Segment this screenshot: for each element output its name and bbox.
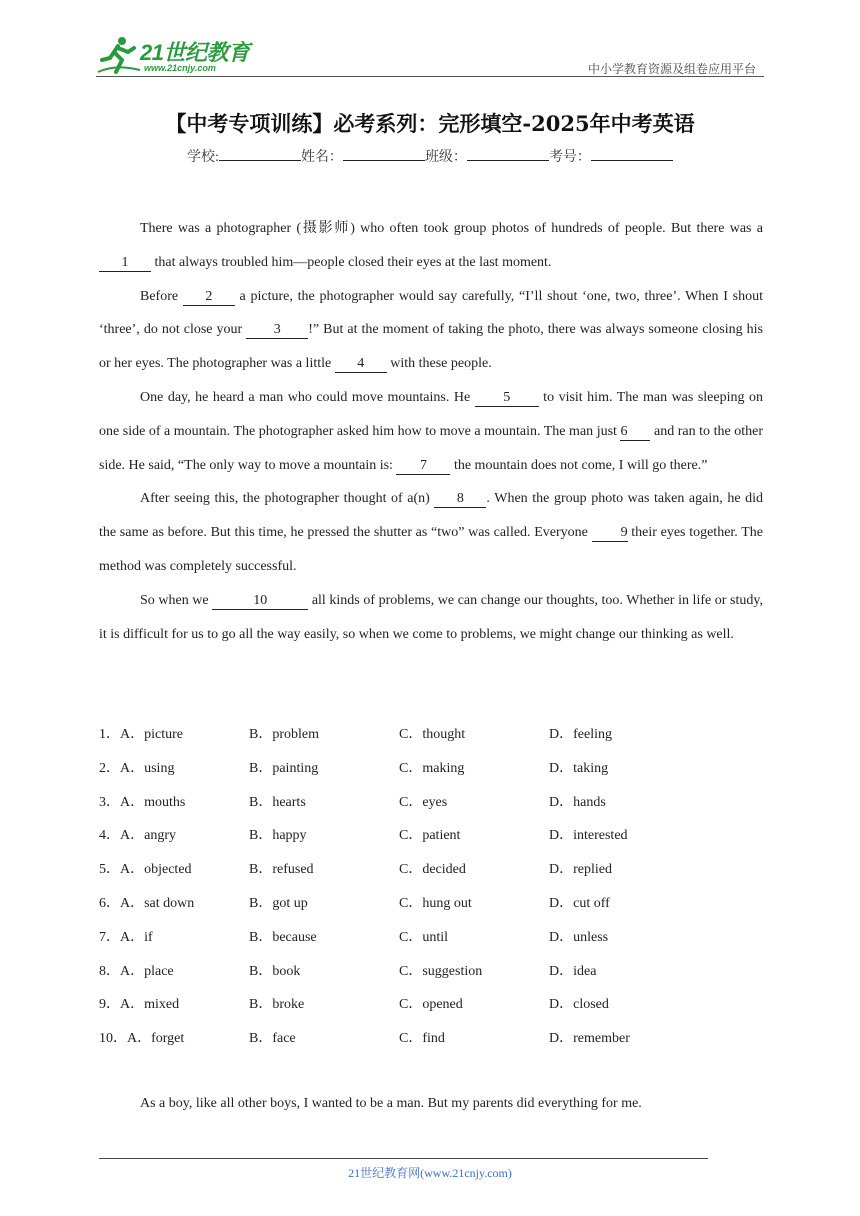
page-title: 【中考专项训练】必考系列：完形填空-2025年中考英语	[165, 111, 695, 136]
paragraph-4: After seeing this, the photographer thought of a(n) 8 . When the group photo was taken again, he did the same as before. But this time, he pressed the shutter as “two” was called. Everyone 9 their eyes together. The method was completely successful.	[99, 491, 763, 574]
option-d[interactable]: D．cut off	[549, 895, 610, 911]
footer-link[interactable]: 21世纪教育网(www.21cnjy.com)	[348, 1166, 512, 1180]
option-c[interactable]: C．patient	[399, 828, 461, 844]
name-label: 姓名：	[300, 150, 343, 165]
cloze-passage	[99, 212, 763, 651]
option-a[interactable]: 7．A．if	[99, 929, 153, 945]
option-c[interactable]: C．eyes	[399, 794, 448, 810]
header-divider	[96, 76, 764, 77]
option-c[interactable]: C．until	[399, 929, 449, 945]
answer-options	[99, 718, 763, 1056]
paragraph-5: So when we 10 all kinds of problems, we can change our thoughts, too. Whether in life or study, it is difficult for us to go all the way easily, so when we come to problems, we might change our thinking as well.	[99, 592, 763, 642]
option-b[interactable]: B．face	[249, 1031, 296, 1047]
blank-6[interactable]: 6	[620, 424, 650, 441]
blank-3[interactable]: 3	[246, 322, 308, 339]
option-a[interactable]: 3．A．mouths	[99, 794, 186, 810]
option-d[interactable]: D．remember	[549, 1031, 630, 1047]
option-c[interactable]: C．opened	[399, 997, 463, 1013]
footer-divider	[99, 1158, 708, 1159]
option-a[interactable]: 1．A．picture	[99, 727, 183, 742]
option-d[interactable]: D．closed	[549, 997, 609, 1013]
page-header	[96, 34, 764, 78]
question-6-options	[99, 887, 763, 921]
option-d[interactable]: D．interested	[549, 828, 628, 844]
runner-logo-icon	[96, 34, 142, 78]
option-d[interactable]: D．idea	[549, 963, 597, 979]
blank-2[interactable]: 2	[183, 289, 235, 306]
platform-name: 中小学教育资源及组卷应用平台	[587, 62, 756, 76]
option-c[interactable]: C．thought	[399, 727, 466, 742]
paragraph-3: One day, he heard a man who could move mountains. He 5 to visit him. The man was sleeping on one side of a mountain. The photographer asked him how to move a mountain. The man just 6 and ran to the other side. He said, “The only way to move a mountain is: 7 the mountain does not come, I will go there.”	[99, 389, 763, 473]
class-blank[interactable]	[467, 146, 549, 161]
option-c[interactable]: C．hung out	[399, 895, 472, 911]
paragraph-2: Before 2 a picture, the photographer would say carefully, “I’ll shout ‘one, two, three’. When I shout ‘three’, do not close your 3 !” But at the moment of taking the photo, there was always someone closing his or her eyes. The photographer was a little 4 with these people.	[99, 288, 763, 372]
option-b[interactable]: B．hearts	[249, 794, 306, 810]
option-d[interactable]: D．hands	[549, 794, 606, 810]
option-d[interactable]: D．unless	[549, 929, 609, 945]
option-b[interactable]: B．refused	[249, 862, 314, 878]
question-1-options	[99, 718, 763, 752]
paragraph-1: There was a photographer (摄影师) who often took group photos of hundreds of people. But there was a 1 that always troubled him—people closed their eyes at the last moment.	[99, 212, 763, 280]
option-a[interactable]: 6．A．sat down	[99, 895, 195, 911]
option-a[interactable]: 4．A．angry	[99, 828, 176, 844]
option-a[interactable]: 2．A．using	[99, 760, 175, 776]
name-blank[interactable]	[343, 146, 425, 161]
question-4-options	[99, 819, 763, 853]
option-c[interactable]: C．decided	[399, 862, 466, 878]
question-2-options	[99, 752, 763, 786]
option-b[interactable]: B．got up	[249, 895, 308, 911]
option-b[interactable]: B．because	[249, 929, 317, 945]
option-b[interactable]: B．book	[249, 963, 301, 979]
blank-9[interactable]: 9	[592, 525, 628, 542]
question-5-options	[99, 853, 763, 887]
question-3-options	[99, 786, 763, 820]
blank-10[interactable]: 10	[212, 593, 308, 610]
option-c[interactable]: C．find	[399, 1031, 445, 1047]
logo-brand: 21世纪教育	[140, 40, 250, 65]
logo-url: www.21cnjy.com	[144, 63, 216, 73]
option-a[interactable]: 9．A．mixed	[99, 997, 180, 1013]
option-a[interactable]: 8．A．place	[99, 963, 174, 979]
blank-7[interactable]: 7	[396, 458, 450, 475]
question-9-options	[99, 988, 763, 1022]
option-a[interactable]: 10．A．forget	[99, 1031, 185, 1047]
class-label: 班级：	[424, 150, 467, 165]
question-10-options	[99, 1022, 763, 1056]
logo	[96, 34, 266, 78]
blank-5[interactable]: 5	[475, 390, 539, 407]
option-d[interactable]: D．feeling	[549, 727, 612, 742]
next-passage-start: As a boy, like all other boys, I wanted to be a man. But my parents did everything for me.	[140, 1096, 642, 1111]
student-info-line	[0, 146, 860, 166]
question-8-options	[99, 955, 763, 989]
school-blank[interactable]	[219, 146, 301, 161]
option-b[interactable]: B．painting	[249, 760, 319, 776]
number-label: 考号：	[548, 150, 591, 165]
option-a[interactable]: 5．A．objected	[99, 862, 192, 878]
blank-4[interactable]: 4	[335, 356, 387, 373]
option-c[interactable]: C．suggestion	[399, 963, 483, 979]
number-blank[interactable]	[591, 146, 673, 161]
option-d[interactable]: D．replied	[549, 862, 612, 878]
option-c[interactable]: C．making	[399, 760, 465, 776]
option-b[interactable]: B．happy	[249, 828, 307, 844]
blank-8[interactable]: 8	[434, 491, 486, 508]
option-b[interactable]: B．problem	[249, 727, 319, 742]
option-b[interactable]: B．broke	[249, 997, 305, 1013]
blank-1[interactable]: 1	[99, 255, 151, 272]
option-d[interactable]: D．taking	[549, 760, 609, 776]
school-label: 学校:	[187, 150, 219, 165]
question-7-options	[99, 921, 763, 955]
